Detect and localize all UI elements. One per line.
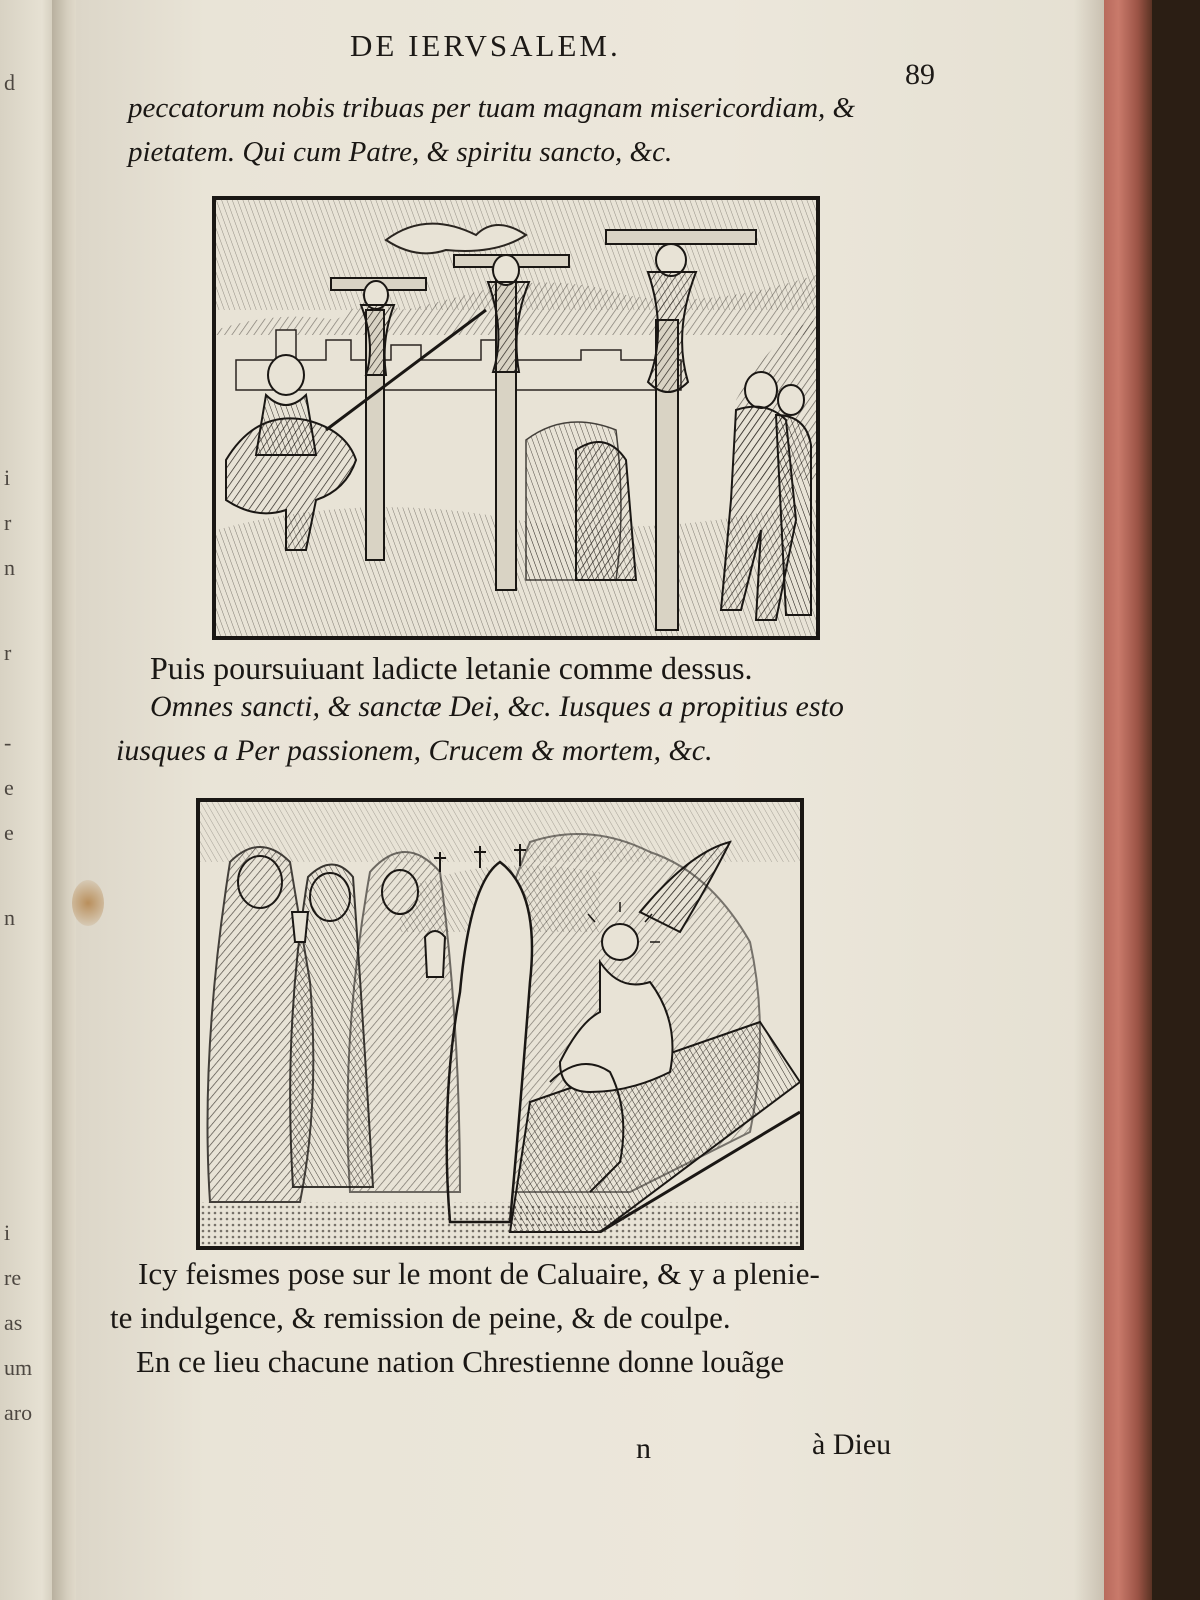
left-page-fragment: d xyxy=(4,70,15,95)
left-page-fragment: n xyxy=(4,905,15,930)
left-page-fragment: n xyxy=(4,555,15,580)
litany-line: iusques a Per passionem, Crucem & mortem, &c. xyxy=(116,734,713,767)
left-page-fragment: - xyxy=(4,730,12,755)
left-page-fragment: as xyxy=(4,1310,23,1335)
book-gutter xyxy=(52,0,78,1600)
book-edge xyxy=(1104,0,1152,1600)
left-page-fragment: r xyxy=(4,640,12,665)
page-number: 89 xyxy=(905,58,935,91)
left-page-fragment: e xyxy=(4,820,14,845)
woodcut-crucifixion xyxy=(212,196,820,640)
caption-calvary-line: En ce lieu chacune nation Chrestienne donne louãge xyxy=(136,1344,785,1379)
left-page-fragment: aro xyxy=(4,1400,33,1425)
litany-line: Omnes sancti, & sanctæ Dei, &c. Iusques a propitius esto xyxy=(150,690,844,723)
left-page-fragment: um xyxy=(4,1355,33,1380)
left-page-fragment: re xyxy=(4,1265,22,1290)
resurrection-illustration xyxy=(200,802,800,1246)
left-page-fragment: i xyxy=(4,1220,11,1245)
caption-litany-heading: Puis poursuiuant ladicte letanie comme dessus. xyxy=(150,650,753,686)
crucifixion-illustration xyxy=(216,200,816,636)
caption-calvary-line: te indulgence, & remission de peine, & de coulpe. xyxy=(110,1300,731,1335)
left-facing-page xyxy=(0,0,60,1600)
latin-prayer-line: pietatem. Qui cum Patre, & spiritu sancto, &c. xyxy=(128,136,673,168)
left-page-fragment: e xyxy=(4,775,14,800)
latin-prayer-line: peccatorum nobis tribuas per tuam magnam misericordiam, & xyxy=(128,92,856,124)
signature-mark: n xyxy=(636,1432,651,1465)
page-shadow xyxy=(1074,0,1104,1600)
left-page-fragment: r xyxy=(4,510,12,535)
running-head: DE IERVSALEM. xyxy=(350,28,621,63)
foxing-stain xyxy=(72,880,104,926)
caption-calvary-line: Icy feismes pose sur le mont de Caluaire, & y a plenie- xyxy=(138,1256,820,1291)
left-page-fragment: i xyxy=(4,465,11,490)
catchword: à Dieu xyxy=(812,1428,892,1461)
woodcut-resurrection xyxy=(196,798,804,1250)
